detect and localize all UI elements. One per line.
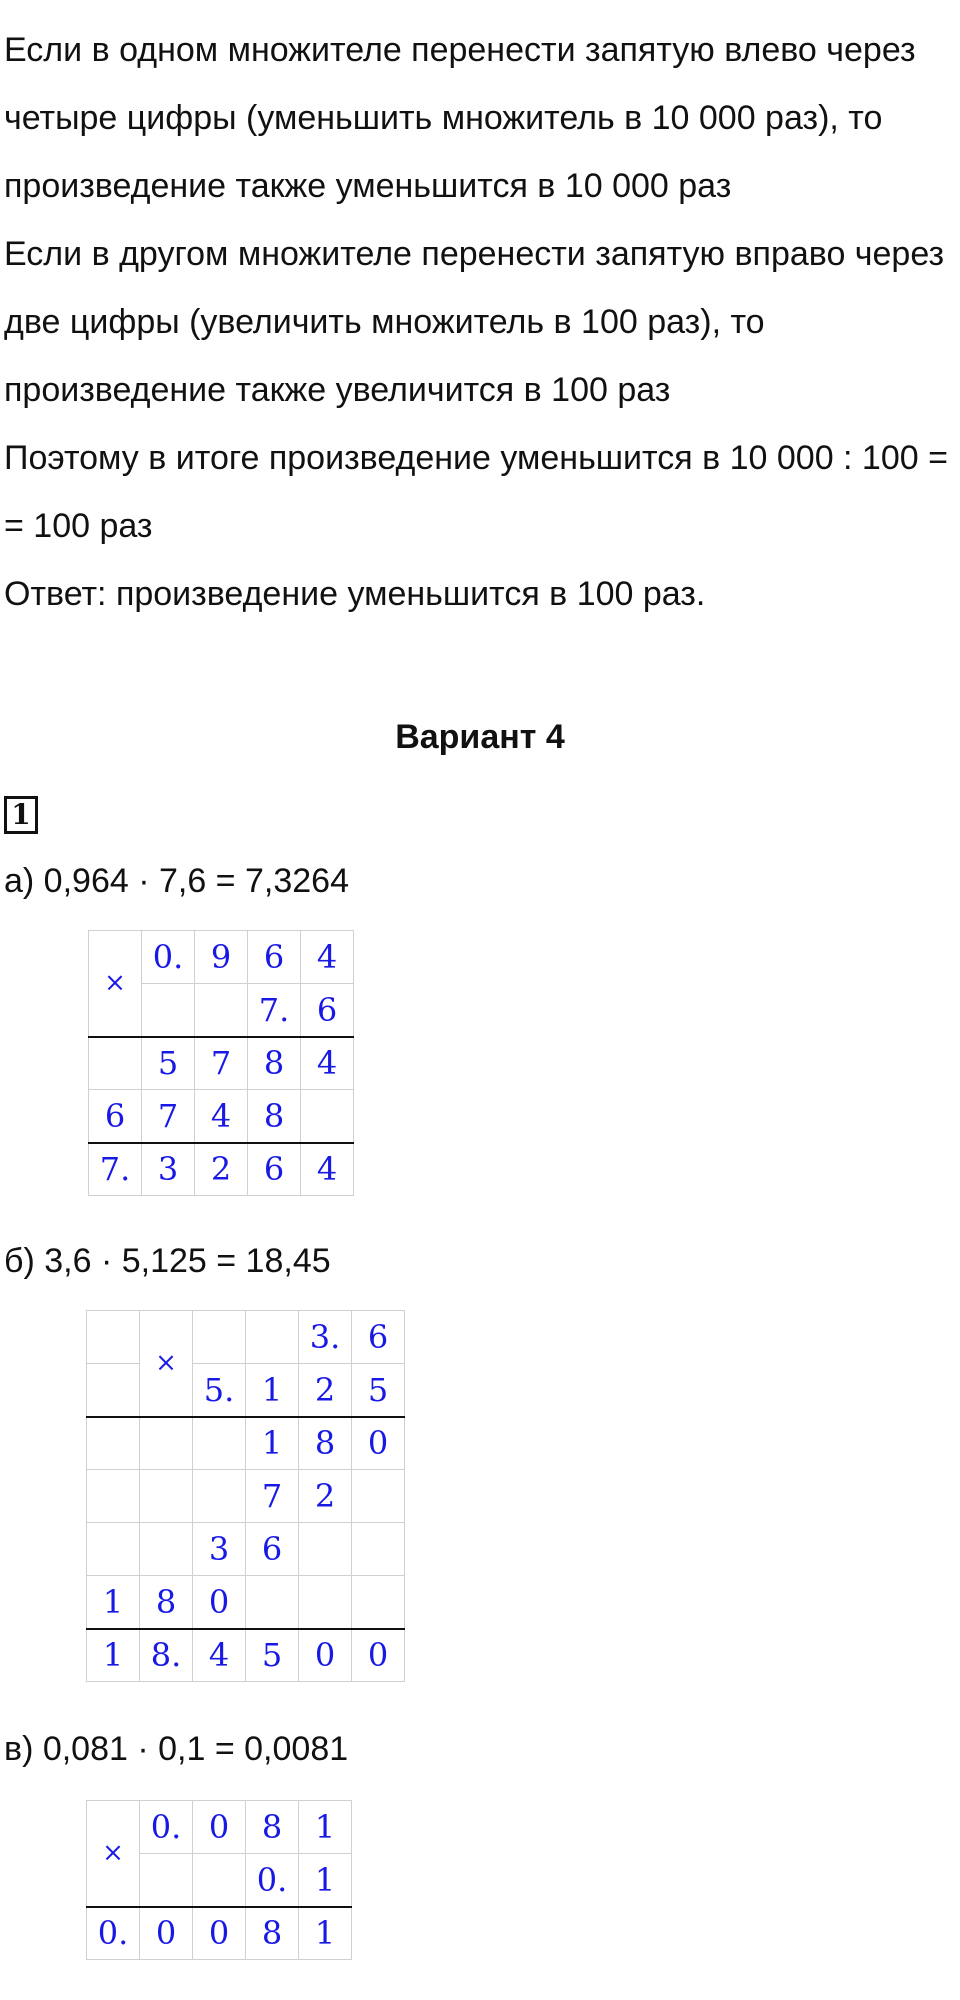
grid-cell: 6 xyxy=(301,984,354,1037)
grid-cell xyxy=(89,1037,142,1090)
paragraph-line: произведение также увеличится в 100 раз xyxy=(4,371,671,409)
grid-cell: 8 xyxy=(299,1417,352,1470)
grid-cell: 8 xyxy=(248,1037,301,1090)
grid-cell: 4 xyxy=(301,1037,354,1090)
grid-cell xyxy=(193,1854,246,1907)
grid-cell xyxy=(87,1470,140,1523)
grid-cell: 9 xyxy=(195,931,248,984)
grid-cell: 4 xyxy=(301,931,354,984)
grid-cell: 1 xyxy=(299,1854,352,1907)
grid-cell: 0 xyxy=(299,1629,352,1682)
paragraph-line: Поэтому в итоге произведение уменьшится в 10 000 : 100 = xyxy=(4,439,948,477)
grid-cell xyxy=(140,1523,193,1576)
grid-cell xyxy=(246,1576,299,1629)
grid-cell: 8 xyxy=(248,1090,301,1143)
grid-cell: 1 xyxy=(246,1364,299,1417)
grid-cell: 0 xyxy=(193,1576,246,1629)
paragraph-line: Если в одном множителе перенести запятую влево через xyxy=(4,31,916,69)
task-number-box: 1 xyxy=(4,796,38,834)
grid-cell: 0. xyxy=(87,1907,140,1960)
multiply-sign: × xyxy=(89,931,142,1037)
grid-cell xyxy=(352,1470,405,1523)
grid-cell: 6 xyxy=(352,1311,405,1364)
grid-cell: 8 xyxy=(140,1576,193,1629)
grid-cell: 6 xyxy=(89,1090,142,1143)
grid-cell: 1 xyxy=(87,1629,140,1682)
grid-cell: 0. xyxy=(246,1854,299,1907)
grid-cell xyxy=(87,1523,140,1576)
grid-cell xyxy=(352,1576,405,1629)
problem-a-label: а) 0,964 · 7,6 = 7,3264 xyxy=(4,862,349,900)
grid-cell: 0. xyxy=(140,1801,193,1854)
grid-cell: 8 xyxy=(246,1907,299,1960)
grid-cell: 2 xyxy=(299,1364,352,1417)
grid-cell xyxy=(299,1576,352,1629)
grid-cell: 1 xyxy=(299,1907,352,1960)
grid-cell xyxy=(142,984,195,1037)
grid-cell: 8. xyxy=(140,1629,193,1682)
grid-cell xyxy=(299,1523,352,1576)
grid-cell xyxy=(193,1417,246,1470)
paragraph-line: Если в другом множителе перенести запятую вправо через xyxy=(4,235,945,273)
problem-b-grid xyxy=(86,1310,405,1682)
grid-cell xyxy=(87,1417,140,1470)
grid-cell: 0 xyxy=(140,1907,193,1960)
paragraph-line: четыре цифры (уменьшить множитель в 10 000 раз), то xyxy=(4,99,883,137)
grid-cell: 0. xyxy=(142,931,195,984)
paragraph-line: две цифры (увеличить множитель в 100 раз), то xyxy=(4,303,765,341)
grid-cell xyxy=(352,1523,405,1576)
grid-cell: 1 xyxy=(299,1801,352,1854)
grid-cell: 6 xyxy=(246,1523,299,1576)
grid-cell: 6 xyxy=(248,931,301,984)
grid-cell: 3. xyxy=(299,1311,352,1364)
paragraph-line: = 100 раз xyxy=(4,507,153,545)
grid-cell: 4 xyxy=(301,1143,354,1196)
answer-line: Ответ: произведение уменьшится в 100 раз. xyxy=(4,575,706,613)
grid-cell xyxy=(140,1854,193,1907)
grid-cell: 7 xyxy=(142,1090,195,1143)
grid-cell: 4 xyxy=(193,1629,246,1682)
grid-cell xyxy=(193,1470,246,1523)
grid-cell: 3 xyxy=(193,1523,246,1576)
grid-cell: 5. xyxy=(193,1364,246,1417)
multiply-sign: × xyxy=(87,1801,140,1907)
grid-cell xyxy=(140,1417,193,1470)
grid-cell: 2 xyxy=(195,1143,248,1196)
grid-cell xyxy=(246,1311,299,1364)
grid-cell: 0 xyxy=(352,1417,405,1470)
grid-cell: 3 xyxy=(142,1143,195,1196)
grid-cell: 2 xyxy=(299,1470,352,1523)
grid-cell: 7 xyxy=(246,1470,299,1523)
grid-cell: 1 xyxy=(87,1576,140,1629)
problem-c-label: в) 0,081 · 0,1 = 0,0081 xyxy=(4,1730,349,1768)
grid-cell: 5 xyxy=(142,1037,195,1090)
grid-cell: 6 xyxy=(248,1143,301,1196)
grid-cell: 0 xyxy=(193,1907,246,1960)
grid-cell: 1 xyxy=(246,1417,299,1470)
multiply-sign: × xyxy=(140,1311,193,1417)
grid-cell: 8 xyxy=(246,1801,299,1854)
grid-cell: 5 xyxy=(352,1364,405,1417)
problem-b-label: б) 3,6 · 5,125 = 18,45 xyxy=(4,1242,331,1280)
grid-cell xyxy=(87,1311,140,1364)
grid-cell: 0 xyxy=(352,1629,405,1682)
grid-cell xyxy=(87,1364,140,1417)
grid-cell xyxy=(140,1470,193,1523)
variant-title: Вариант 4 xyxy=(395,718,565,756)
problem-a-grid xyxy=(88,930,354,1196)
grid-cell xyxy=(301,1090,354,1143)
problem-c-grid xyxy=(86,1800,352,1960)
grid-cell: 7. xyxy=(248,984,301,1037)
grid-cell: 5 xyxy=(246,1629,299,1682)
grid-cell: 4 xyxy=(195,1090,248,1143)
grid-cell xyxy=(195,984,248,1037)
grid-cell: 7. xyxy=(89,1143,142,1196)
paragraph-line: произведение также уменьшится в 10 000 раз xyxy=(4,167,732,205)
grid-cell: 0 xyxy=(193,1801,246,1854)
grid-cell: 7 xyxy=(195,1037,248,1090)
grid-cell xyxy=(193,1311,246,1364)
